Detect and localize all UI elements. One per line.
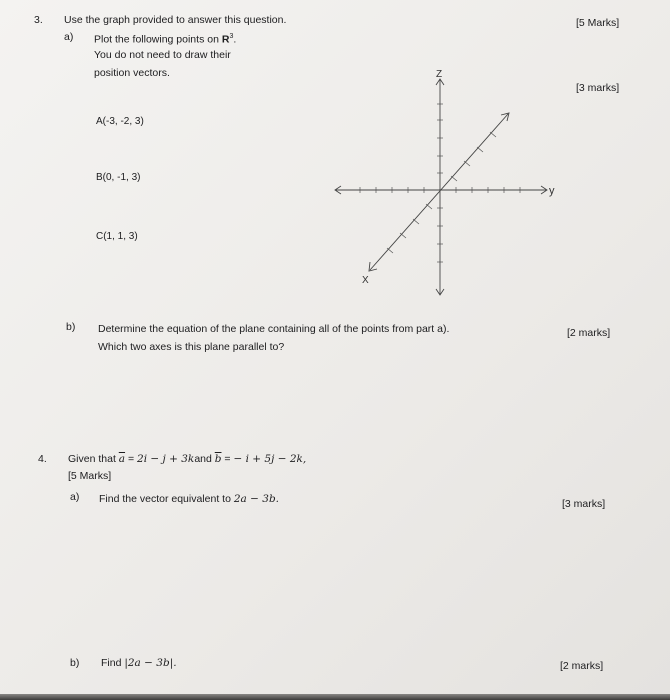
- z-axis-label: Z: [436, 70, 443, 80]
- q3b-label: b): [66, 321, 76, 333]
- q4b-prompt: Find: [101, 657, 125, 669]
- q3-stem: Use the graph provided to answer this question.: [64, 14, 287, 26]
- q3-total-marks: [5 Marks]: [576, 17, 620, 29]
- q3b-line1: Determine the equation of the plane containing all of the points from part a).: [98, 323, 450, 335]
- 3d-axes-graph: [330, 70, 570, 302]
- q4b-marks: [2 marks]: [560, 660, 604, 672]
- q4-given-prefix: Given that: [68, 453, 119, 465]
- q4a-label: a): [70, 491, 80, 503]
- q3a-line1-prefix: Plot the following points on: [94, 33, 222, 46]
- q4b-text: [101, 656, 177, 670]
- q4b-label: b): [70, 657, 80, 669]
- q4b-expression: |2a − 3b|.: [124, 657, 177, 669]
- point-b: B(0, -1, 3): [96, 172, 141, 183]
- q3a-line1-suffix: .: [233, 33, 237, 46]
- q4-and: and: [194, 453, 215, 465]
- page-shadow-edge: [0, 694, 670, 700]
- point-c: C(1, 1, 3): [96, 231, 138, 242]
- q3a-line3: position vectors.: [94, 67, 170, 79]
- q4-vector-b: $\overline{b}$: [214, 453, 222, 465]
- q4a-marks: [3 marks]: [562, 498, 606, 510]
- x-axis-label: X: [362, 275, 369, 286]
- x-axis: [370, 114, 508, 270]
- q4a-prompt: Find the vector equivalent to: [99, 493, 234, 505]
- q4-eq-2: =: [221, 453, 234, 465]
- q3a-label: a): [64, 31, 74, 43]
- q3b-marks: [2 marks]: [567, 327, 611, 339]
- q4a-text: [99, 492, 279, 506]
- q4-b-expression: − i + 5j − 2k,: [233, 453, 307, 465]
- q3a-r-symbol: R: [221, 33, 230, 46]
- q4-a-expression: 2i − j + 3k: [137, 453, 195, 465]
- q3a-r-superscript: 3: [229, 33, 234, 40]
- q4-vector-a: $\overline{a}$: [118, 453, 126, 465]
- q4a-expression: 2a − 3b.: [233, 493, 279, 505]
- q4-given: [68, 452, 306, 466]
- q3a-marks: [3 marks]: [576, 82, 620, 94]
- point-a: A(-3, -2, 3): [96, 116, 144, 127]
- q3-number: 3.: [34, 14, 43, 26]
- q3b-line2: Which two axes is this plane parallel to?: [98, 341, 285, 353]
- q4-number: 4.: [38, 453, 47, 465]
- q3a-line1: [94, 30, 236, 47]
- q4-eq-1: =: [125, 453, 138, 465]
- q3a-line2: You do not need to draw their: [94, 49, 231, 61]
- y-axis-label: y: [549, 185, 555, 197]
- q4-total-marks: [5 Marks]: [68, 470, 112, 482]
